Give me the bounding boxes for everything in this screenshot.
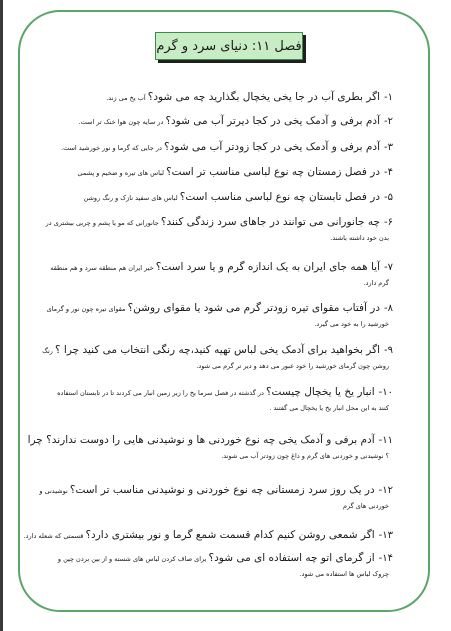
question-9 — [42, 339, 393, 372]
question-number: ۷- — [384, 262, 393, 273]
question-text: انبار یخ یا یخچال چیست؟ — [265, 386, 375, 398]
question-10 — [58, 381, 393, 414]
question-text: اگر شمعی روشن کنیم کدام قسمت شمع گرما و نور بیشتری دارد؟ — [85, 529, 375, 541]
answer-text: آب یخ می زند. — [106, 94, 148, 102]
answer-continuation: ؟ نوشیدنی و خوردنی های گرم و داغ چون زودتر آب می شوند. — [221, 452, 389, 460]
answer-continuation: چروک لباس ها استفاده می شود. — [299, 570, 389, 578]
question-text: اگر بطری آب در جا یخی یخچال بگذارید چه می شود؟ — [147, 91, 381, 103]
question-number: ۳- — [384, 142, 393, 153]
question-text: در فصل زمستان چه نوع لباسی مناسب تر است؟ — [166, 166, 381, 178]
answer-text: رنگ — [42, 347, 56, 355]
question-text: آدم برفی و آدمک یخی در کجا زودتر آب می شود؟ — [164, 141, 381, 153]
question-14 — [58, 547, 393, 580]
question-number: ۱۱- — [378, 435, 393, 446]
question-number: ۲- — [384, 116, 393, 127]
answer-continuation: کنند به این محل انبار یخ یا یخچال می گفتند . — [269, 404, 389, 412]
question-13 — [23, 524, 393, 545]
question-text: در فصل تابستان چه نوع لباسی مناسب است؟ — [179, 191, 381, 203]
question-12 — [39, 479, 393, 512]
question-text: چه جانورانی می توانند در جاهای سرد زندگی کنند؟ — [160, 216, 381, 228]
question-6 — [45, 211, 393, 244]
question-1 — [58, 86, 393, 107]
question-number: ۱- — [384, 92, 393, 103]
question-text: آدم برفی و آدمک یخی در کجا دیرتر آب می شود؟ — [165, 115, 381, 127]
answer-text: در جایی که گرما و نور خورشید است. — [61, 144, 165, 152]
question-text: در یک روز سرد زمستانی چه نوع خوردنی و نوشیدنی مناسب تر است؟ — [69, 484, 375, 496]
answer-continuation: خوردنی های گرم — [343, 502, 389, 510]
question-number: ۱۲- — [378, 485, 393, 496]
answer-text: جانورانی که مو یا پشم و چربی بیشتری در — [45, 219, 161, 227]
question-text: اگر بخواهید برای آدمک یخی لباس تهیه کنید،چه رنگی انتخاب می کنید چرا ؟ — [55, 344, 381, 356]
answer-continuation: خورشید را به خود می گیرد. — [314, 320, 389, 328]
answer-continuation: بدن خود داشته باشند. — [330, 234, 389, 242]
answer-text: در گذشته در فصل سرما یخ را زیر زمین انبار می کردند تا در تابستان استفاده — [57, 389, 266, 397]
chapter-title: فصل ۱۱: دنیای سرد و گرم — [156, 38, 302, 54]
answer-text: قسمتی که شعله دارد. — [23, 532, 86, 540]
question-7 — [50, 256, 393, 289]
question-text: در آفتاب مقوای تیره زودتر گرم می شود یا مقوای روشن؟ — [127, 302, 381, 314]
answer-text: نوشیدنی و — [39, 487, 70, 495]
question-number: ۹- — [384, 345, 393, 356]
question-number: ۶- — [384, 217, 393, 228]
answer-text: لباس های تیره و ضخیم و پشمی — [77, 169, 167, 177]
left-gutter — [0, 0, 3, 631]
answer-text: برای صاف کردن لباس های شسته و از بین بردن چین و — [57, 555, 209, 563]
question-text: آیا همه جای ایران به یک اندازه گرم و یا سرد است؟ — [155, 261, 381, 273]
answer-text: لباس های سفید نازک و رنگ روشن — [83, 194, 180, 202]
answer-text: مقوای تیره چون نور و گرمای — [46, 305, 128, 313]
question-4 — [58, 161, 393, 182]
question-number: ۱۴- — [378, 553, 393, 564]
question-3 — [58, 136, 393, 157]
question-number: ۴- — [384, 167, 393, 178]
answer-text: در سایه چون هوا خنک تر است. — [78, 118, 166, 126]
question-number: ۵- — [384, 192, 393, 203]
chapter-title-box — [155, 32, 303, 60]
question-11 — [27, 429, 393, 462]
question-text: آدم برفی و آدمک یخی چه نوع خوردنی ها و نوشیدنی هایی را دوست ندارند؟ چرا — [27, 434, 375, 446]
question-text: از گرمای اتو چه استفاده ای می شود؟ — [208, 552, 375, 564]
answer-continuation: روشن چون گرمای خورشید را خود عبور می دهد و دیر تر گرم می شود. — [196, 362, 389, 370]
question-8 — [46, 297, 393, 330]
question-number: ۸- — [384, 303, 393, 314]
answer-text: خیر ایران هم منطقه سرد و هم منطقه — [50, 264, 156, 272]
question-5 — [58, 186, 393, 207]
question-number: ۱۳- — [378, 530, 393, 541]
question-number: ۱۰- — [378, 387, 393, 398]
question-2 — [58, 110, 393, 131]
answer-continuation: گرم دارد. — [363, 279, 389, 287]
